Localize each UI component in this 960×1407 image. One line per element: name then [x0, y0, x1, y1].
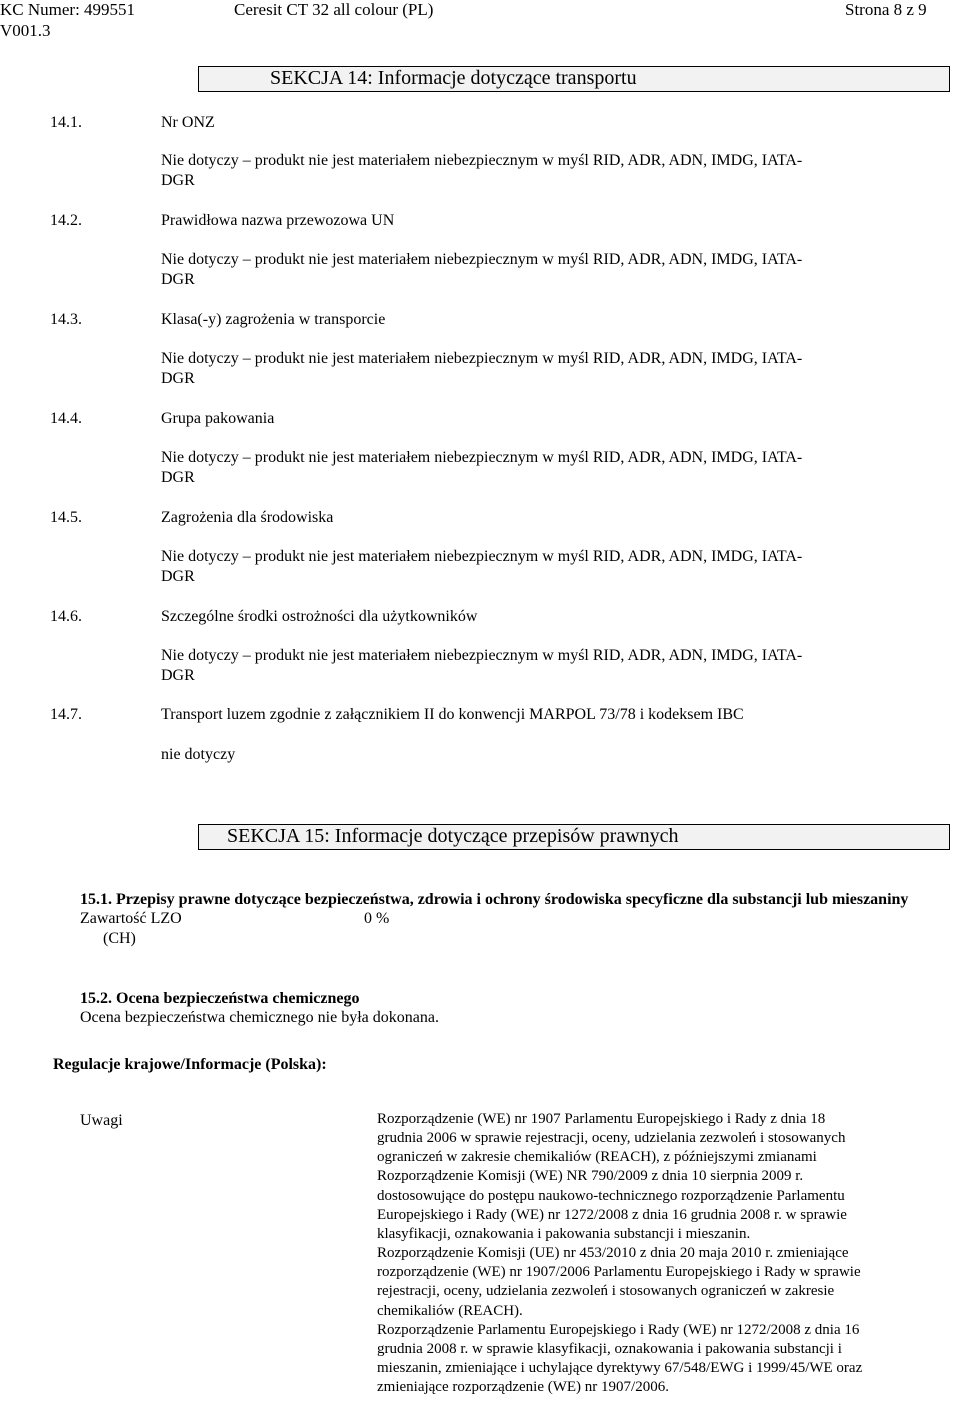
item-number: 14.3. [50, 311, 82, 328]
item-text-line1: Nie dotyczy – produkt nie jest materiałem niebezpiecznym w myśl RID, ADR, ADN, IMDG, IATA- [161, 449, 803, 466]
remarks-line: grudnia 2006 w sprawie rejestracji, oceny, udzielania zezwoleń i stosowanych [377, 1130, 846, 1147]
item-title: Nr ONZ [161, 114, 215, 131]
item-number: 14.5. [50, 509, 82, 526]
remarks-text [377, 1110, 937, 1397]
remarks-label: Uwagi [80, 1112, 123, 1129]
item-title: Grupa pakowania [161, 410, 275, 427]
lzo-label: Zawartość LZO [80, 910, 182, 927]
item-title: Transport luzem zgodnie z załącznikiem II do konwencji MARPOL 73/78 i kodeksem IBC [161, 706, 744, 723]
section-15-2-text: Ocena bezpieczeństwa chemicznego nie była dokonana. [80, 1009, 439, 1026]
kc-number: KC Numer: 499551 [0, 0, 136, 19]
section-15-1-title: 15.1. Przepisy prawne dotyczące bezpieczeństwa, zdrowia i ochrony środowiska specyficzne dla substancji lub mieszaniny [80, 891, 909, 908]
version: V001.3 [0, 21, 51, 40]
item-text-line2: DGR [161, 370, 195, 387]
item-text-line2: DGR [161, 172, 195, 189]
item-number: 14.1. [50, 114, 82, 131]
item-title: Szczególne środki ostrożności dla użytkowników [161, 608, 478, 625]
remarks-line: Rozporządzenie Komisji (WE) NR 790/2009 z dnia 10 sierpnia 2009 r. [377, 1168, 804, 1185]
section-15-2-title: 15.2. Ocena bezpieczeństwa chemicznego [80, 990, 360, 1007]
lzo-value: 0 % [364, 910, 390, 927]
item-text-line2: DGR [161, 271, 195, 288]
item-text-line1: Nie dotyczy – produkt nie jest materiałem niebezpiecznym w myśl RID, ADR, ADN, IMDG, IATA- [161, 251, 803, 268]
item-text-line2: DGR [161, 667, 195, 684]
remarks-line: chemikaliów (REACH). [377, 1302, 523, 1319]
item-text-line1: nie dotyczy [161, 746, 236, 763]
item-text-line2: DGR [161, 469, 195, 486]
remarks-line: Europejskiego i Rady (WE) nr 1272/2008 z dnia 16 grudnia 2008 r. w sprawie [377, 1206, 847, 1223]
remarks-line: klasyfikacji, oznakowania i pakowania substancji i mieszanin. [377, 1225, 751, 1242]
item-number: 14.2. [50, 212, 82, 229]
item-title: Klasa(-y) zagrożenia w transporcie [161, 311, 386, 328]
item-text-line2: DGR [161, 568, 195, 585]
section-14-title: SEKCJA 14: Informacje dotyczące transportu [270, 67, 637, 89]
page-number: Strona 8 z 9 [845, 0, 927, 19]
remarks-line: rozporządzenie (WE) nr 1907/2006 Parlamentu Europejskiego i Rady w sprawie [377, 1264, 861, 1281]
remarks-line: Rozporządzenie Parlamentu Europejskiego i Rady (WE) nr 1272/2008 z dnia 16 [377, 1321, 860, 1338]
remarks-line: dostosowujące do postępu naukowo-technicznego rozporządzenie Parlamentu [377, 1187, 845, 1204]
item-text-line1: Nie dotyczy – produkt nie jest materiałem niebezpiecznym w myśl RID, ADR, ADN, IMDG, IATA- [161, 548, 803, 565]
section-15-title: SEKCJA 15: Informacje dotyczące przepisów prawnych [227, 825, 679, 847]
item-number: 14.6. [50, 608, 82, 625]
remarks-line: Rozporządzenie (WE) nr 1907 Parlamentu Europejskiego i Rady z dnia 18 [377, 1111, 826, 1127]
item-text-line1: Nie dotyczy – produkt nie jest materiałem niebezpiecznym w myśl RID, ADR, ADN, IMDG, IATA- [161, 152, 803, 169]
remarks-line: zmieniające rozporządzenie (WE) nr 1907/2006. [377, 1379, 669, 1396]
item-number: 14.4. [50, 410, 82, 427]
national-regulations-title: Regulacje krajowe/Informacje (Polska): [53, 1056, 327, 1073]
item-title: Zagrożenia dla środowiska [161, 509, 334, 526]
remarks-line: ograniczeń w zakresie chemikaliów (REACH), z późniejszymi zmianami [377, 1149, 817, 1166]
item-title: Prawidłowa nazwa przewozowa UN [161, 212, 395, 229]
remarks-line: Rozporządzenie Komisji (UE) nr 453/2010 z dnia 20 maja 2010 r. zmieniające [377, 1245, 849, 1262]
remarks-line: mieszanin, zmieniające i uchylające dyrektywy 67/548/EWG i 1999/45/WE oraz [377, 1360, 863, 1377]
product-name: Ceresit CT 32 all colour (PL) [234, 0, 434, 19]
item-text-line1: Nie dotyczy – produkt nie jest materiałem niebezpiecznym w myśl RID, ADR, ADN, IMDG, IATA- [161, 647, 803, 664]
remarks-line: rejestracji, oceny, udzielania zezwoleń i stosowanych ograniczeń w zakresie [377, 1283, 835, 1300]
remarks-line: grudnia 2008 r. w sprawie klasyfikacji, oznakowania i pakowania substancji i [377, 1340, 842, 1357]
lzo-label-ch: (CH) [103, 930, 136, 947]
item-text-line1: Nie dotyczy – produkt nie jest materiałem niebezpiecznym w myśl RID, ADR, ADN, IMDG, IATA- [161, 350, 803, 367]
item-number: 14.7. [50, 706, 82, 723]
